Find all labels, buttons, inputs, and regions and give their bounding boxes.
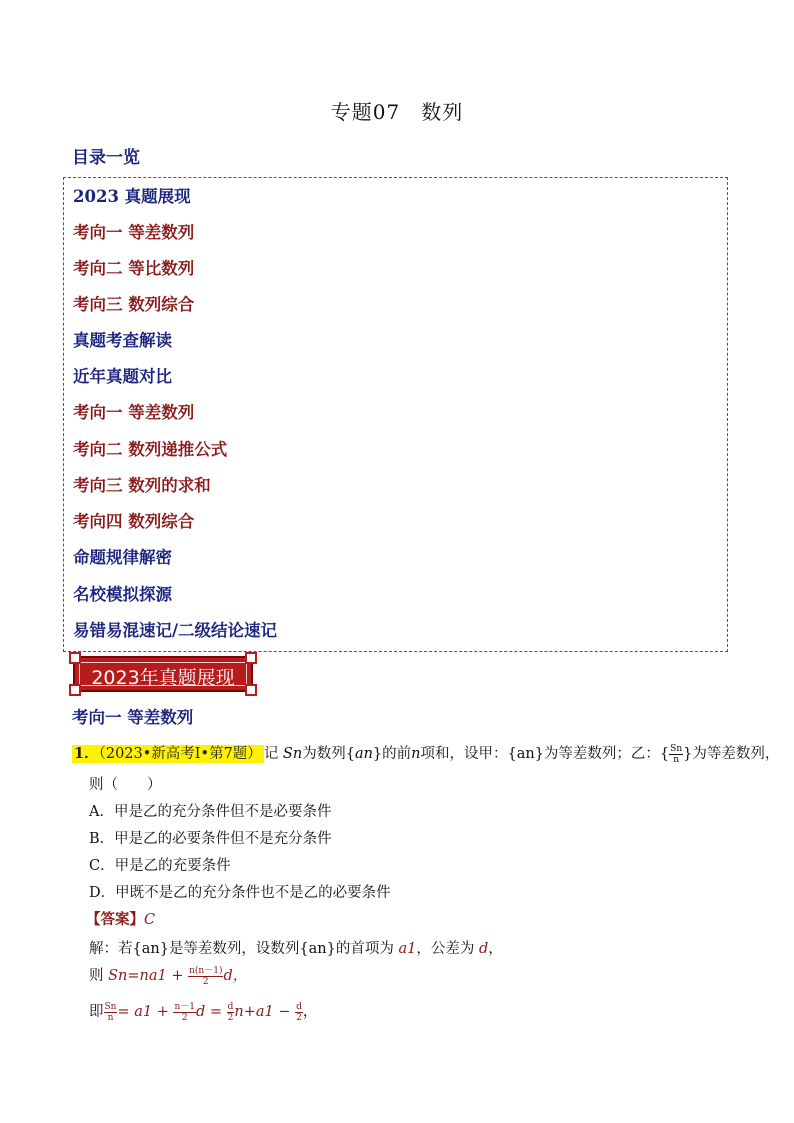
fraction: $\frac{d}{2}$ [227, 1001, 234, 1023]
toc-item[interactable]: 考向二 数列递推公式 [73, 440, 228, 459]
solution-line-3: 即 $\frac{Sn}{n}$ = a1 + $\frac{n-1}{2}$ d = $\frac{d}{2}$ n+a1 − $\frac{d}{2}$ ， [89, 1001, 318, 1023]
fraction: $\frac{n-1}{2}$ [174, 1001, 195, 1023]
solution-line-1: 解：若{an}是等差数列，设数列{an}的首项为 a1，公差为 d， [89, 941, 503, 957]
toc-item[interactable]: 真题考查解读 [73, 331, 172, 350]
toc-item[interactable]: 考向四 数列综合 [73, 512, 195, 531]
toc-item[interactable]: 2023 真题展现 [73, 187, 191, 206]
section-banner [73, 656, 253, 692]
section-heading: 考向一 等差数列 [72, 708, 194, 727]
toc-item[interactable]: 考向一 等差数列 [73, 403, 195, 422]
toc-item[interactable]: 考向三 数列综合 [73, 295, 195, 314]
fraction: $\frac{d}{2}$ [296, 1001, 302, 1023]
option-d[interactable]: D．甲既不是乙的充分条件也不是乙的必要条件 [89, 885, 391, 901]
question-source: 1．（2023•新高考Ⅰ•第7题） [74, 745, 262, 762]
toc-item[interactable]: 命题规律解密 [73, 548, 172, 567]
toc-heading: 目录一览 [72, 148, 140, 168]
banner-text: 2023年真题展现 [91, 667, 235, 689]
solution-line-2: 则 Sn=na1 + $\frac{n(n-1)}{2}$ d， [89, 965, 248, 987]
option-c[interactable]: C．甲是乙的充要条件 [89, 858, 231, 874]
toc-item[interactable]: 名校模拟探源 [73, 585, 172, 604]
page-title: 专题07 数列 [330, 100, 464, 124]
fraction: $\frac{Sn}{n}$ [670, 743, 683, 765]
toc-item[interactable]: 近年真题对比 [73, 367, 172, 386]
question-stem-continued: 则（ ） [89, 777, 162, 793]
question-stem: 1．（2023•新高考Ⅰ•第7题） 记 Sn为数列{an}的前n项和，设甲：{an}为等差数列；乙：{ $\frac{Sn}{n}$ }为等差数列， [74, 743, 780, 765]
toc-box [63, 177, 728, 652]
fraction: $\frac{n(n-1)}{2}$ [189, 965, 223, 987]
option-a[interactable]: A．甲是乙的充分条件但不是必要条件 [89, 804, 332, 820]
toc-item[interactable]: 考向二 等比数列 [73, 259, 195, 278]
toc-item[interactable]: 易错易混速记/二级结论速记 [73, 621, 278, 640]
toc-item[interactable]: 考向一 等差数列 [73, 223, 195, 242]
answer: 【答案】C [86, 911, 156, 928]
toc-item[interactable]: 考向三 数列的求和 [73, 476, 211, 495]
fraction: $\frac{Sn}{n}$ [104, 1001, 117, 1023]
option-b[interactable]: B．甲是乙的必要条件但不是充分条件 [89, 831, 332, 847]
